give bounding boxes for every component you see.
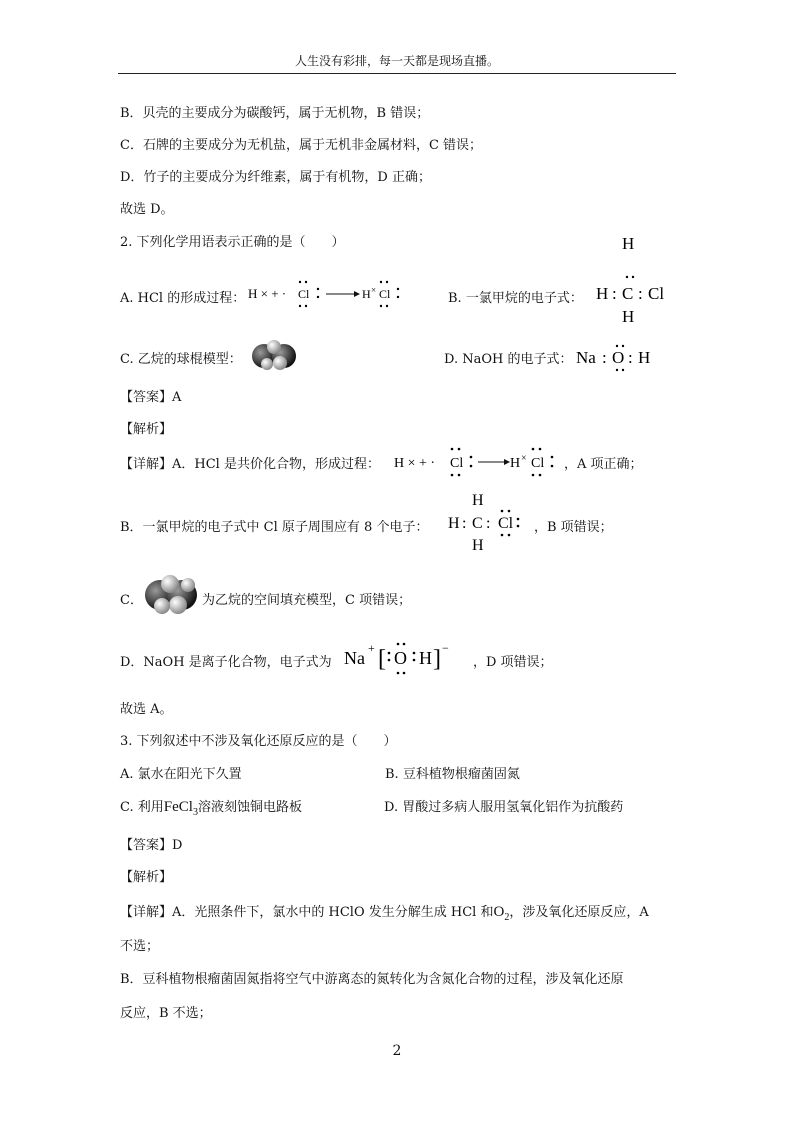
- svg-text:H: H: [622, 307, 635, 326]
- svg-text:O: O: [394, 648, 407, 668]
- chloromethane-wrong-formula: [592, 233, 672, 329]
- q2-stem: 2. 下列化学用语表示正确的是（ ）: [120, 235, 345, 250]
- q3-option-c: [120, 796, 302, 818]
- q2-detail-b-text: B．一氯甲烷的电子式中 Cl 原子周围应有 8 个电子：: [120, 520, 429, 535]
- q2-detail-c-result: 为乙烷的空间填充模型，C 项错误；: [202, 593, 412, 608]
- q2-detail-c-prefix: C．: [120, 593, 143, 608]
- svg-text:H: H: [472, 537, 484, 554]
- svg-text:H: H: [419, 648, 432, 668]
- svg-text::: :: [612, 284, 617, 303]
- q2-answer: 【答案】A: [120, 390, 182, 405]
- q2-detail-b-result: ，B 项错误；: [534, 520, 613, 535]
- q3-option-b: B. 豆科植物根瘤菌固氮: [385, 767, 520, 782]
- svg-text:O: O: [612, 348, 625, 367]
- svg-text:H: H: [448, 515, 460, 532]
- q3-detail-a-continued: 不选；: [120, 939, 160, 954]
- q2-option-a-label: A. HCl 的形成过程：: [120, 291, 246, 306]
- o2-formula: [493, 904, 510, 923]
- q2-detail-a-result: ，A 项正确；: [564, 457, 643, 472]
- q2-option-c: C. 乙烷的球棍模型：: [120, 352, 242, 367]
- svg-text:C: C: [472, 515, 483, 532]
- q1-conclusion: 故选 D。: [120, 202, 174, 217]
- svg-text::: :: [486, 515, 491, 532]
- q3-option-a: A. 氯水在阳光下久置: [120, 767, 242, 782]
- svg-text:H: H: [510, 456, 521, 471]
- svg-text:Cl: Cl: [648, 284, 665, 303]
- svg-text:Cl: Cl: [298, 287, 310, 301]
- svg-text:H: H: [472, 492, 484, 509]
- hcl-formation-formula-small: [248, 274, 413, 310]
- page-number: 2: [392, 1043, 402, 1059]
- chloromethane-correct-formula: [448, 490, 532, 556]
- q2-option-b: B. 一氯甲烷的电子式：: [448, 291, 583, 306]
- svg-text::: :: [638, 284, 643, 303]
- q3-analysis-label: 【解析】: [120, 870, 173, 885]
- svg-text:Cl: Cl: [531, 456, 545, 471]
- fecl3-symbol: FeCl: [163, 799, 193, 815]
- q2-conclusion: 故选 A。: [120, 702, 173, 717]
- svg-text:C: C: [622, 284, 634, 303]
- naoh-correct-formula: [344, 636, 470, 678]
- q1-explain-b: B．贝壳的主要成分为碳酸钙，属于无机物，B 错误；: [120, 106, 430, 121]
- svg-text:Na: Na: [344, 648, 365, 668]
- svg-text:−: −: [442, 641, 449, 655]
- svg-text:[: [: [378, 646, 386, 672]
- svg-text::: :: [602, 348, 607, 367]
- q3-detail-a: [120, 901, 649, 923]
- q3-detail-a-result: ，涉及氧化还原反应，A: [509, 905, 649, 920]
- fecl3-formula: [163, 799, 198, 818]
- svg-text:Cl: Cl: [379, 287, 391, 301]
- q3-detail-b-line2: 反应，B 不选；: [120, 1006, 212, 1021]
- svg-text:H × + ·: H × + ·: [394, 456, 436, 471]
- q2-detail-a-text: 【详解】A．HCl 是共价化合物，形成过程：: [120, 457, 380, 472]
- q2-analysis-label: 【解析】: [120, 422, 173, 437]
- hcl-formation-formula-large: [394, 440, 564, 480]
- q1-explain-c: C．石牌的主要成分为无机盐，属于无机非金属材料，C 错误；: [120, 138, 483, 153]
- q3-option-d: D. 胃酸过多病人服用氢氧化铝作为抗酸药: [384, 800, 624, 815]
- page-header: 人生没有彩排，每一天都是现场直播。: [294, 54, 499, 68]
- ethane-model-small: [250, 337, 300, 373]
- q3-option-c-prefix: C. 利用: [120, 800, 164, 815]
- fecl3-subscript: 3: [192, 807, 198, 818]
- q2-option-a: [120, 287, 245, 306]
- svg-text::: :: [628, 348, 633, 367]
- q3-detail-a-text: 【详解】A．光照条件下，氯水中的 HClO 发生分解生成 HCl 和: [120, 905, 494, 920]
- svg-text:Cl: Cl: [498, 515, 514, 532]
- svg-text:H: H: [596, 284, 609, 303]
- q3-option-c-suffix: 溶液刻蚀铜电路板: [197, 800, 302, 815]
- o2-symbol: O: [493, 904, 505, 920]
- q2-detail-d-text: D．NaOH 是离子化合物，电子式为: [120, 655, 332, 670]
- svg-text:Na: Na: [576, 348, 596, 367]
- svg-text:H × + ·: H × + ·: [248, 286, 287, 301]
- q2-detail-d-result: ，D 项错误；: [473, 655, 553, 670]
- svg-text:H: H: [362, 287, 371, 301]
- ethane-spacefill-model: [142, 573, 202, 617]
- header-divider: [118, 73, 676, 74]
- svg-text:×: ×: [521, 453, 527, 464]
- svg-text::: :: [462, 515, 467, 532]
- svg-text:H: H: [638, 348, 651, 367]
- svg-text:Cl: Cl: [450, 456, 464, 471]
- q2-option-d: D. NaOH 的电子式：: [444, 352, 573, 367]
- q3-answer: 【答案】D: [120, 838, 183, 853]
- q1-explain-d: D．竹子的主要成分为纤维素，属于有机物，D 正确；: [120, 170, 431, 185]
- naoh-wrong-formula: [576, 340, 666, 374]
- svg-text:H: H: [622, 234, 635, 253]
- svg-text:+: +: [368, 641, 375, 655]
- q3-detail-b-line1: B．豆科植物根瘤菌固氮指将空气中游离态的氮转化为含氮化合物的过程，涉及氧化还原: [120, 972, 624, 987]
- q3-stem: 3. 下列叙述中不涉及氧化还原反应的是（ ）: [120, 734, 397, 749]
- o2-subscript: 2: [504, 912, 510, 923]
- svg-text:]: ]: [433, 646, 441, 672]
- svg-text:×: ×: [371, 285, 377, 295]
